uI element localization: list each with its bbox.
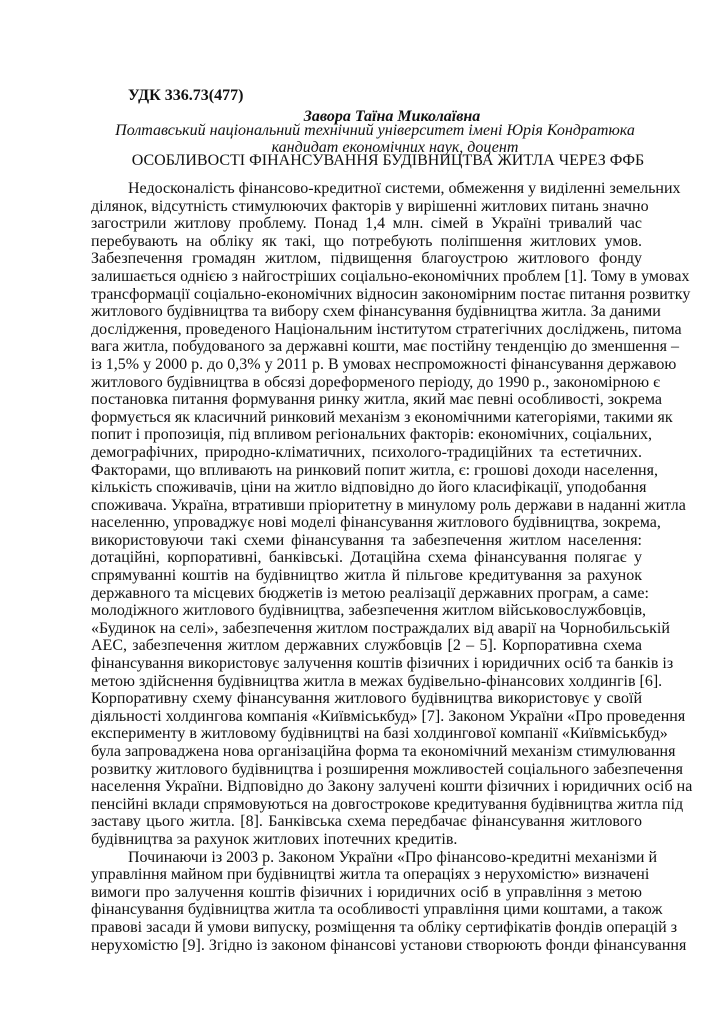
text-line: АЕС, забезпечення житлом державних службовців [2 – 5]. Корпоративна схема bbox=[91, 637, 642, 655]
article-body bbox=[91, 180, 693, 954]
author-affiliation: Полтавський національний технічний університет імені Юрія Кондратюка bbox=[115, 122, 635, 139]
text-line: залишається однією з найгостріших соціально-економічних проблем [1]. Тому в умовах bbox=[91, 267, 690, 285]
text-line: перебувають на обліку як такі, що потребують поліпшення житлових умов. bbox=[91, 232, 642, 250]
text-line: Недосконалість фінансово-кредитної системи, обмеження у виділенні земельних bbox=[128, 180, 681, 197]
text-line: заставу цього житла. [8]. Банківська схема передбачає фінансування житлового bbox=[91, 813, 642, 831]
text-line: нерухомістю [9]. Згідно із законом фінансові установи створюють фонди фінансування bbox=[91, 936, 687, 954]
text-line: житлового будівництва та вибору схем фінансування будівництва житла. За даними bbox=[91, 303, 661, 321]
text-line: молодіжного житлового будівництва, забезпечення житлом військовослужбовців, bbox=[91, 602, 647, 620]
text-line: розвитку житлового будівництва і розширення можливостей соціального забезпечення bbox=[91, 760, 683, 778]
text-line: була запроваджена нова організаційна форма та економічний механізм стимулювання bbox=[91, 743, 676, 760]
text-line: державного та місцевих бюджетів із метою реалізації державних програм, а саме: bbox=[91, 584, 649, 602]
text-line: житлового будівництва в обсязі дореформеного періоду, до 1990 р., закономірною є bbox=[91, 373, 660, 391]
text-line: метою здійснення будівництва житла в межах будівельно-фінансових холдингів [6]. bbox=[91, 672, 663, 690]
text-line: Забезпечення громадян житлом, підвищення благоустрою житлового фонду bbox=[91, 250, 642, 268]
text-line: спрямуванні коштів на будівництво житла й пільгове кредитування за рахунок bbox=[91, 567, 642, 585]
author-degree: кандидат економічних наук, доцент bbox=[271, 139, 519, 156]
text-line: фінансування використовує залучення коштів фізичних і юридичних осіб та банків із bbox=[91, 655, 674, 673]
text-line: загострили житлову проблему. Понад 1,4 млн. сімей в Україні тривалий час bbox=[91, 215, 642, 233]
text-line: пенсійні вклади спрямовуються на довгострокове кредитування будівництва житла під bbox=[91, 795, 684, 813]
udc-code: УДК 336.73(477) bbox=[128, 87, 244, 104]
text-line: Корпоративну схему фінансування житлового будівництва використовує у своїй bbox=[91, 690, 642, 708]
text-line: населення України. Відповідно до Закону залучені кошти фізичних і юридичних осіб на bbox=[91, 778, 693, 796]
text-line: фінансування будівництва житла та особливості управління цими коштами, а також bbox=[91, 901, 663, 919]
text-line: будівництва за рахунок житлових іпотечних кредитів. bbox=[91, 830, 458, 848]
text-line: використовуючи такі схеми фінансування та забезпечення житлом населення: bbox=[91, 531, 642, 549]
text-line: трансформації соціально-економічних відносин закономірним постає питання розвитку bbox=[91, 285, 691, 303]
text-line: населенню, упроваджує нові моделі фінансування житлового будівництва, зокрема, bbox=[91, 514, 661, 532]
text-line: попит і пропозиція, під впливом регіональних факторів: економічних, соціальних, bbox=[91, 426, 652, 444]
article-title: ОСОБЛИВОСТІ ФІНАНСУВАННЯ БУДІВНИЦТВА ЖИТЛА ЧЕРЕЗ ФФБ bbox=[131, 152, 645, 169]
text-line: кількість споживачів, ціни на житло відповідно до його класифікації, уподобання bbox=[91, 479, 647, 497]
text-line: дотаційні, корпоративні, банківські. Дотаційна схема фінансування полягає у bbox=[91, 549, 642, 567]
paragraph bbox=[91, 180, 693, 849]
text-line: споживача. Україна, втративши пріоритетну в минулому роль держави в наданні житла bbox=[91, 496, 686, 514]
text-line: із 1,5% у 2000 р. до 0,3% у 2011 р. В умовах неспроможності фінансування державою bbox=[91, 355, 677, 373]
text-line: постановка питання формування ринку житла, який має певні особливості, зокрема bbox=[91, 391, 663, 409]
text-line: дослідження, проведеного Національним інститутом стратегічних досліджень, питома bbox=[91, 320, 682, 338]
text-line: демографічних, природно-кліматичних, психолого-традиційних та естетичних. bbox=[91, 443, 642, 461]
text-line: Починаючи із 2003 р. Законом України «Про фінансово-кредитні механізми й bbox=[128, 848, 658, 866]
text-line: Факторами, що впливають на ринковий попит житла, є: грошові доходи населення, bbox=[91, 461, 658, 479]
text-line: ділянок, відсутність стимулюючих факторів у вирішенні житлових питань значно bbox=[91, 197, 649, 215]
text-line: діяльності холдингова компанія «Київміськбуд» [7]. Законом України «Про проведення bbox=[91, 707, 686, 725]
text-line: експерименту в житловому будівництві на базі холдингової компанії «Київміськбуд» bbox=[91, 725, 668, 743]
text-line: вимоги про залучення коштів фізичних і юридичних осіб в управління з метою bbox=[91, 883, 642, 901]
text-line: вага житла, побудованого за державні кошти, має постійну тенденцію до зменшення – bbox=[91, 338, 679, 356]
text-line: правові засади й умови випуску, розміщення та обліку сертифікатів фондів операцій з bbox=[91, 918, 678, 936]
text-line: формується як класичний ринковий механізм з економічними категоріями, такими як bbox=[91, 408, 673, 426]
text-line: «Будинок на селі», забезпечення житлом постраждалих від аварії на Чорнобильській bbox=[91, 619, 670, 637]
author-name: Завора Таїна Миколаївна bbox=[303, 108, 481, 125]
paragraph bbox=[91, 848, 687, 955]
text-line: управління майном при будівництві житла та операціях з нерухомістю» визначені bbox=[91, 866, 650, 884]
